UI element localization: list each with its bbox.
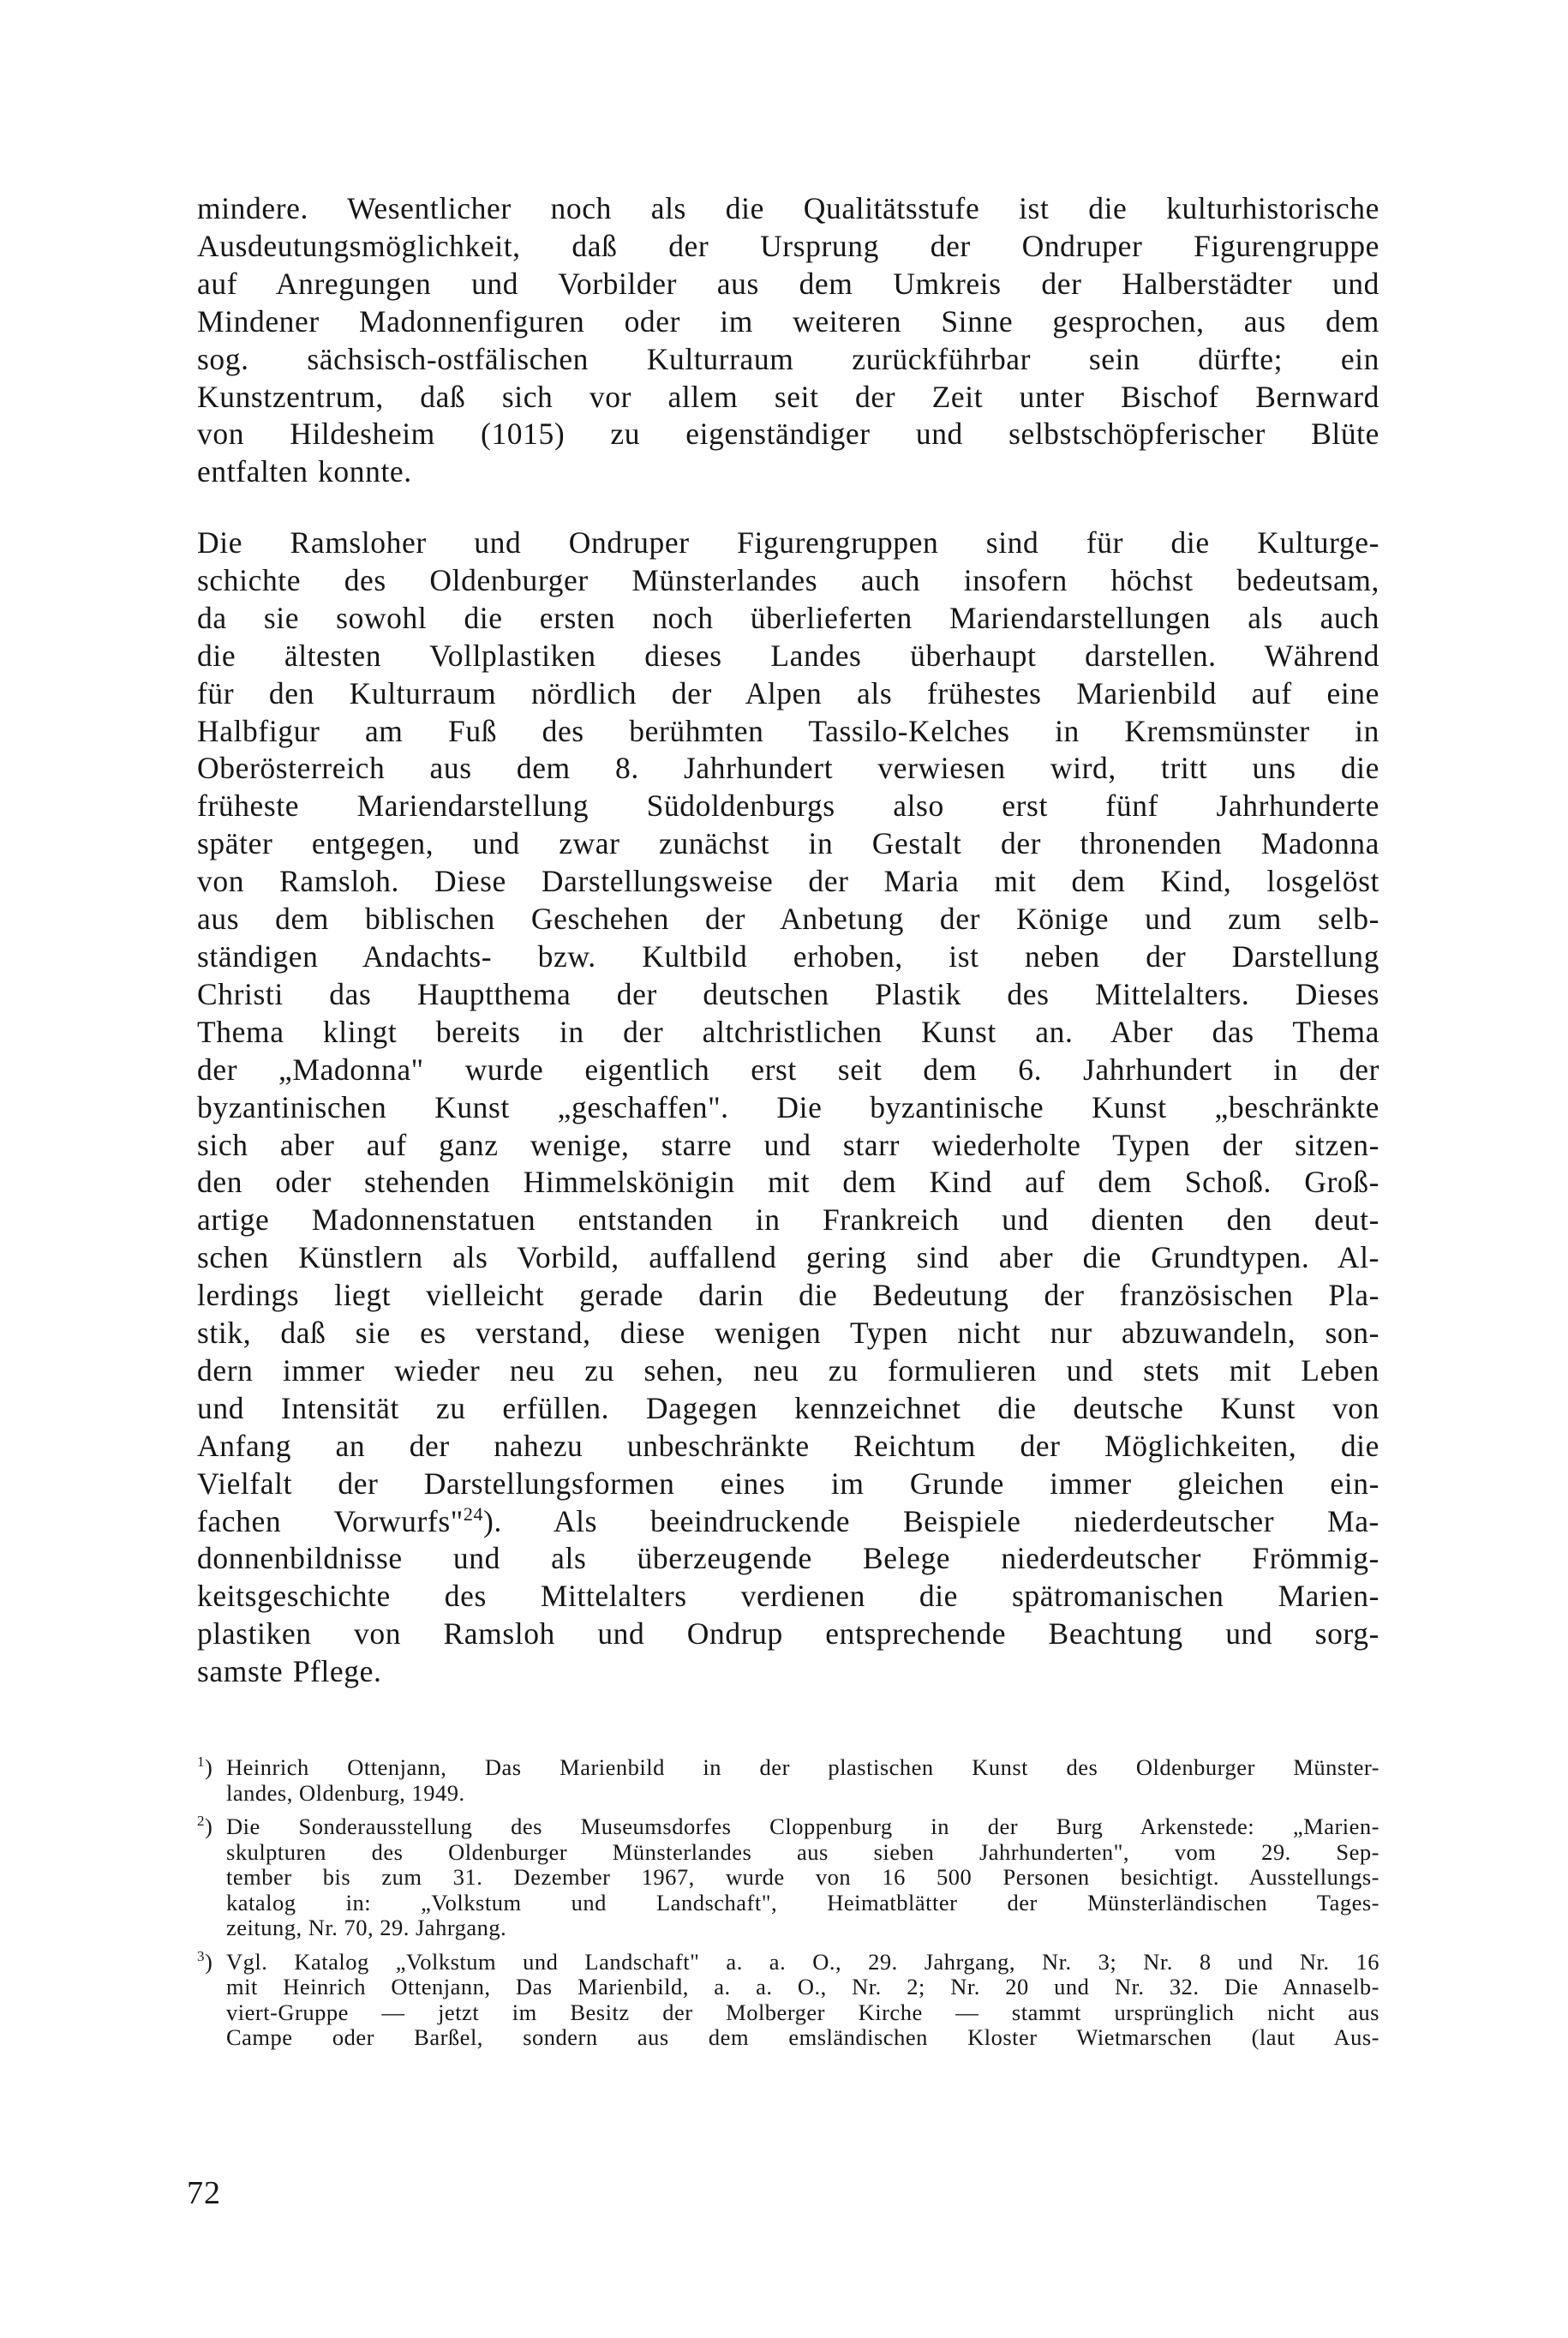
footnote-2 (197, 1814, 1379, 1941)
footnote-line: skulpturen des Oldenburger Münsterlandes aus sieben Jahrhunderten", vom 29. Sep- (226, 1838, 1379, 1865)
text-line: byzantinischen Kunst „geschaffen". Die byzantinische Kunst „beschränkte (197, 1089, 1379, 1124)
text-line: die ältesten Vollplastiken dieses Landes überhaupt darstellen. Während (197, 638, 1379, 673)
text-line: auf Anregungen und Vorbilder aus dem Umkreis der Halberstädter und (197, 266, 1379, 301)
text-line: samste Pflege. (197, 1654, 382, 1689)
footnote-line: viert-Gruppe — jetzt im Besitz der Molberger Kirche — stammt ursprünglich nicht aus (226, 1999, 1379, 2025)
text-line: donnenbildnisse und als überzeugende Belege niederdeutscher Frömmig- (197, 1541, 1379, 1576)
page-number: 72 (187, 2175, 221, 2211)
text-line: Oberösterreich aus dem 8. Jahrhundert verwiesen wird, tritt uns die (197, 751, 1379, 786)
text-line: Halbfigur am Fuß des berühmten Tassilo-Kelches in Kremsmünster in (197, 713, 1379, 748)
text-line: stik, daß sie es verstand, diese wenigen Typen nicht nur abzuwandeln, son- (197, 1316, 1379, 1351)
footnote-marker: $^3$) (197, 1947, 213, 1975)
text-line: von Ramsloh. Diese Darstellungsweise der Maria mit dem Kind, losgelöst (197, 864, 1379, 899)
text-line: Kunstzentrum, daß sich vor allem seit der Zeit unter Bischof Bernward (197, 379, 1379, 414)
text-line: Anfang an der nahezu unbeschränkte Reichtum der Möglichkeiten, die (197, 1428, 1379, 1463)
text-line-with-footnote-ref (197, 1503, 1379, 1541)
footnote-line: katalog in: „Volkstum und Landschaft", Heimatblätter der Münsterländischen Tages- (226, 1889, 1379, 1915)
text-line: den oder stehenden Himmelskönigin mit dem Kind auf dem Schoß. Groß- (197, 1165, 1379, 1200)
text-line: sich aber auf ganz wenige, starre und starr wiederholte Typen der sitzen- (197, 1127, 1379, 1162)
text-line: schichte des Oldenburger Münsterlandes auch insofern höchst bedeutsam, (197, 562, 1379, 597)
body-paragraph-1 (197, 190, 1379, 491)
text-line: Thema klingt bereits in der altchristlichen Kunst an. Aber das Thema (197, 1014, 1379, 1049)
footnote-line: Vgl. Katalog „Volkstum und Landschaft" a. a. O., 29. Jahrgang, Nr. 3; Nr. 8 und Nr. 16 (226, 1948, 1379, 1975)
text-line: früheste Mariendarstellung Südoldenburgs also erst fünf Jahrhunderte (197, 788, 1379, 824)
text-line: sog. sächsisch-ostfälischen Kulturraum zurückführbar sein dürfte; ein (197, 341, 1379, 376)
text-line: entfalten konnte. (197, 454, 412, 489)
footnote-line: landes, Oldenburg, 1949. (226, 1779, 465, 1806)
text-line: Ausdeutungsmöglichkeit, daß der Ursprung der Ondruper Figurengruppe (197, 228, 1379, 263)
text-line: von Hildesheim (1015) zu eigenständiger und selbstschöpferischer Blüte (197, 417, 1379, 452)
footnote-line: Campe oder Barßel, sondern aus dem emsländischen Kloster Wietmarschen (laut Aus- (226, 2024, 1379, 2050)
text-line: aus dem biblischen Geschehen der Anbetung der Könige und zum selb- (197, 902, 1379, 937)
text-line: Mindener Madonnenfiguren oder im weiteren Sinne gesprochen, aus dem (197, 303, 1379, 339)
footnote-line: Die Sonderausstellung des Museumsdorfes Cloppenburg in der Burg Arkenstede: „Marien- (226, 1813, 1379, 1839)
text-line: dern immer wieder neu zu sehen, neu zu formulieren und stets mit Leben (197, 1352, 1379, 1388)
text-line: für den Kulturraum nördlich der Alpen als frühestes Marienbild auf eine (197, 675, 1379, 710)
text-line: ständigen Andachts- bzw. Kultbild erhoben, ist neben der Darstellung (197, 938, 1379, 974)
footnote-marker: $^2$) (197, 1813, 213, 1839)
footnotes (197, 1755, 1379, 2059)
text-line: artige Madonnenstatuen entstanden in Frankreich und dienten den deut- (197, 1202, 1379, 1238)
text-line: und Intensität zu erfüllen. Dagegen kennzeichnet die deutsche Kunst von (197, 1390, 1379, 1425)
text-line: Die Ramsloher und Ondruper Figurengruppen sind für die Kulturge- (197, 525, 1379, 560)
text-line: Christi das Hauptthema der deutschen Plastik des Mittelalters. Dieses (197, 976, 1379, 1011)
footnote-line: mit Heinrich Ottenjann, Das Marienbild, a. a. O., Nr. 2; Nr. 20 und Nr. 32. Die Annaselb- (226, 1974, 1379, 1999)
footnote-1 (197, 1755, 1379, 1806)
footnote-line: zeitung, Nr. 70, 29. Jahrgang. (226, 1915, 507, 1940)
text-line: mindere. Wesentlicher noch als die Qualitätsstufe ist die kulturhistorische (197, 191, 1379, 225)
text-fragment: fachen Vorwurfs" (197, 1503, 464, 1538)
text-line: Vielfalt der Darstellungsformen eines im Grunde immer gleichen ein- (197, 1466, 1379, 1501)
text-fragment: ). Als beeindruckende Beispiele niederdeutscher Ma- (483, 1503, 1379, 1538)
text-line: da sie sowohl die ersten noch überlieferten Mariendarstellungen als auch (197, 600, 1379, 635)
text-line: der „Madonna" wurde eigentlich erst seit dem 6. Jahrhundert in der (197, 1052, 1379, 1087)
footnote-marker: $^1$) (197, 1754, 213, 1780)
text-line: plastiken von Ramsloh und Ondrup entsprechende Beachtung und sorg- (197, 1616, 1379, 1652)
text-line: lerdings liegt vielleicht gerade darin die Bedeutung der französischen Pla- (197, 1278, 1379, 1313)
body-paragraph-2 (197, 525, 1379, 1691)
text-line: keitsgeschichte des Mittelalters verdienen die spätromanischen Marien- (197, 1579, 1379, 1614)
text-line: später entgegen, und zwar zunächst in Gestalt der thronenden Madonna (197, 826, 1379, 861)
footnote-3 (197, 1947, 1379, 2051)
text-line: schen Künstlern als Vorbild, auffallend gering sind aber die Grundtypen. Al- (197, 1240, 1379, 1275)
footnote-line: Heinrich Ottenjann, Das Marienbild in der plastischen Kunst des Oldenburger Münster- (226, 1754, 1379, 1780)
footnote-reference: 24 (463, 1502, 484, 1525)
footnote-line: tember bis zum 31. Dezember 1967, wurde von 16 500 Personen besichtigt. Ausstellungs- (226, 1864, 1379, 1890)
